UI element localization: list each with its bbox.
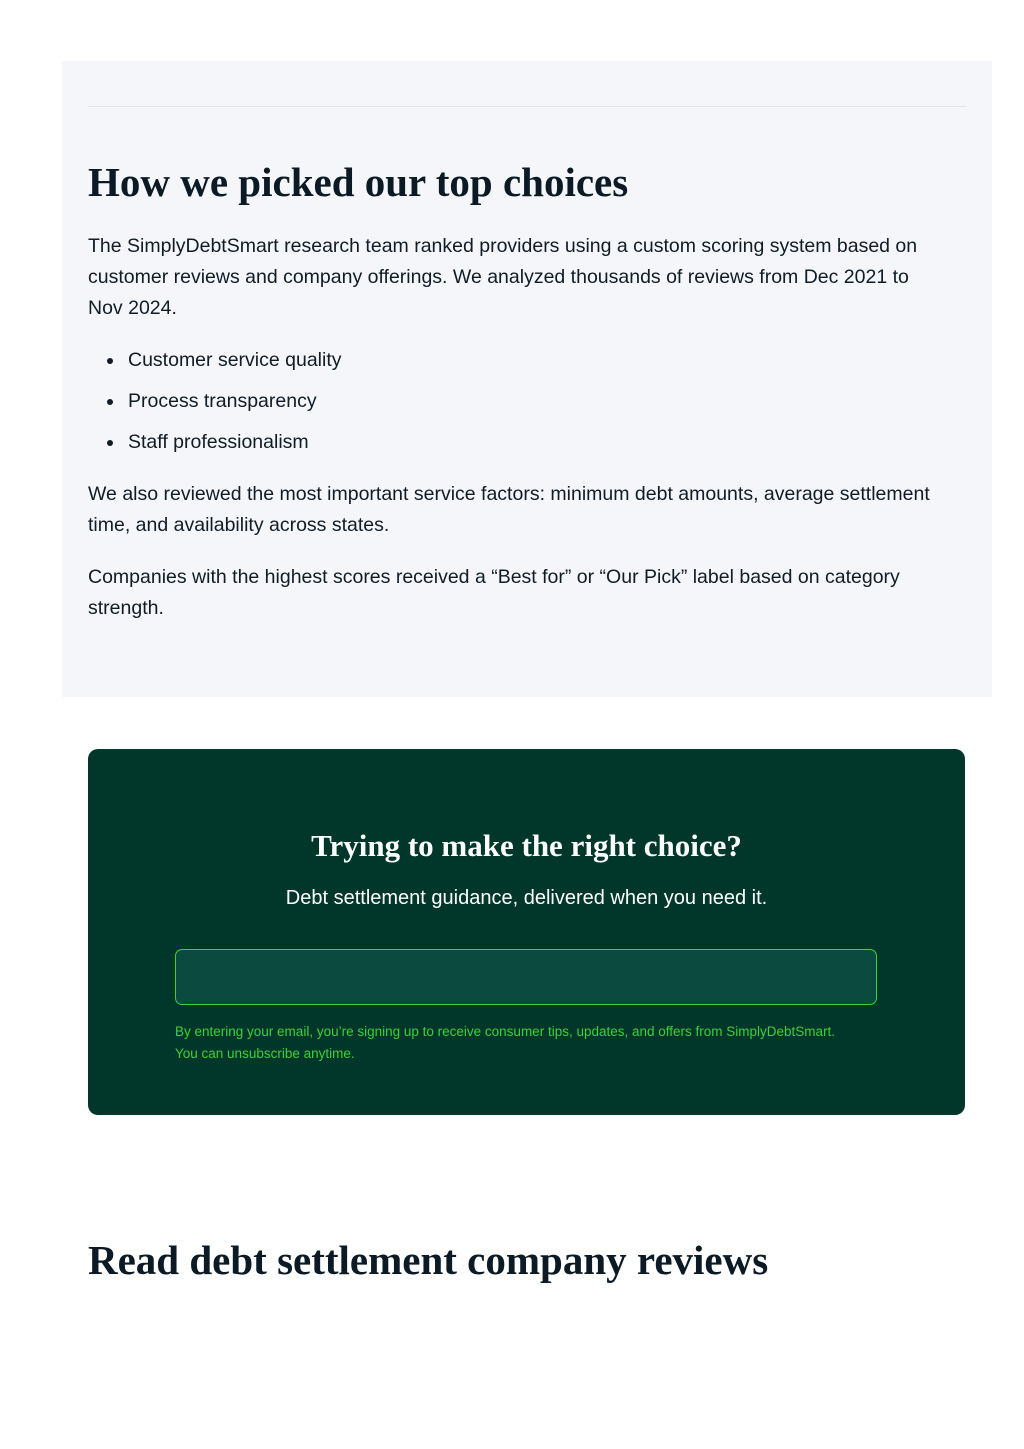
criteria-item-label: Staff professionalism: [128, 431, 309, 453]
criteria-item-label: Process transparency: [128, 390, 317, 412]
methodology-factors: We also reviewed the most important service factors: minimum debt amounts, average settlement time, and availability across states.: [88, 483, 930, 536]
criteria-list: [88, 345, 948, 458]
methodology-section: [62, 61, 992, 697]
disclaimer-line-1: By entering your email, you’re signing up to receive consumer tips, updates, and offers from SimplyDebtSmart.: [175, 1024, 836, 1039]
methodology-labels-note: Companies with the highest scores received a “Best for” or “Our Pick” label based on category strength.: [88, 566, 900, 619]
section-divider: [88, 106, 966, 107]
criteria-item: [128, 427, 948, 458]
methodology-body: [88, 231, 948, 624]
methodology-title: How we picked our top choices: [88, 159, 629, 205]
email-input[interactable]: [175, 949, 877, 1005]
reviews-section-title: Read debt settlement company reviews: [88, 1237, 769, 1283]
newsletter-title: Trying to make the right choice?: [311, 828, 742, 863]
bullet-icon: [107, 358, 113, 364]
criteria-item: [128, 345, 948, 376]
criteria-item-label: Customer service quality: [128, 349, 342, 371]
newsletter-signup-card: [88, 749, 965, 1115]
bullet-icon: [107, 399, 113, 405]
bullet-icon: [107, 440, 113, 446]
criteria-item: [128, 386, 948, 417]
newsletter-disclaimer: [175, 1021, 885, 1065]
newsletter-subtitle: Debt settlement guidance, delivered when you need it.: [285, 887, 768, 909]
disclaimer-line-2: You can unsubscribe anytime.: [175, 1046, 355, 1061]
methodology-intro: The SimplyDebtSmart research team ranked providers using a custom scoring system based on customer reviews and company offerings. We analyzed thousands of reviews from Dec 2021 to Nov 2024.: [88, 235, 918, 319]
